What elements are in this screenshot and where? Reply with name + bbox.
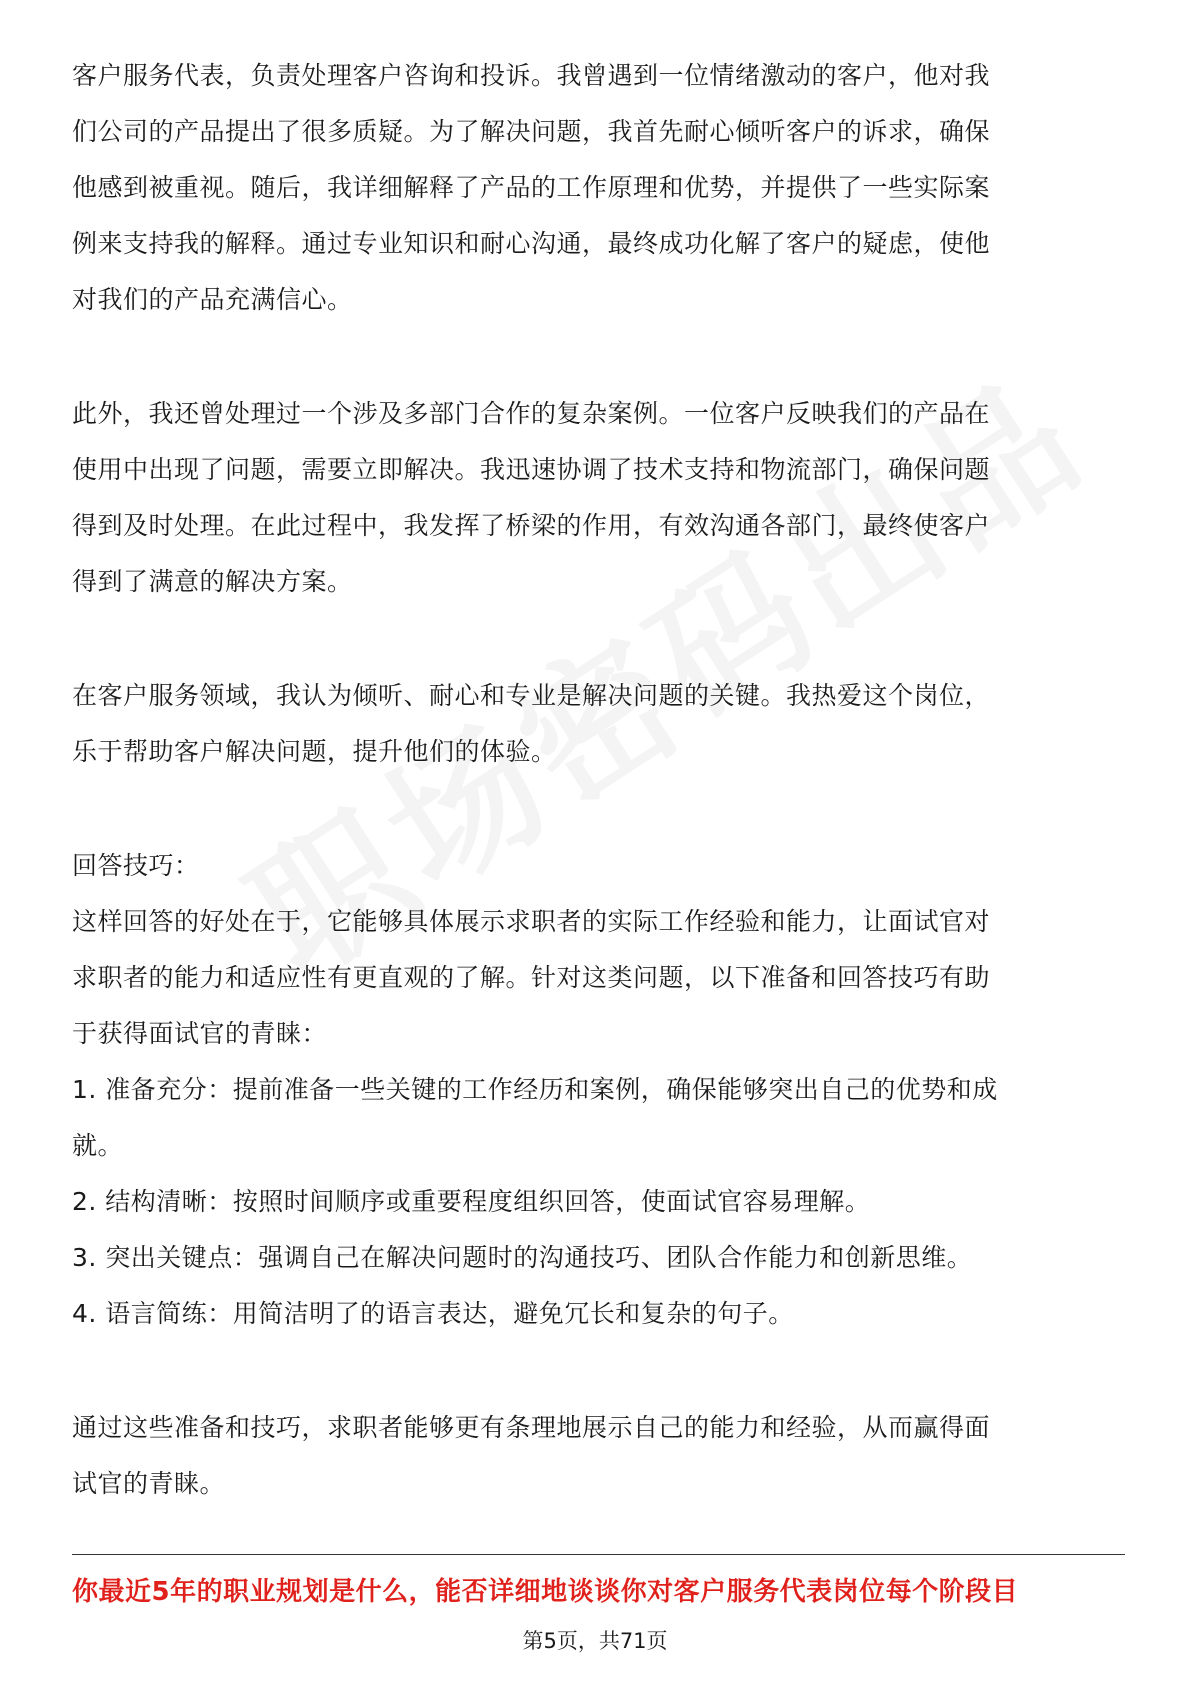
- text-line: 就。: [72, 1131, 124, 1160]
- text-line: 客户服务代表，负责处理客户咨询和投诉。我曾遇到一位情绪激动的客户，他对我: [72, 61, 991, 90]
- paragraph-gap: [72, 328, 1122, 386]
- tip-item: 3. 突出关键点：强调自己在解决问题时的沟通技巧、团队合作能力和创新思维。: [72, 1243, 973, 1272]
- text-line: 使用中出现了问题，需要立即解决。我迅速协调了技术支持和物流部门，确保问题: [72, 455, 991, 484]
- text-line: 例来支持我的解释。通过专业知识和耐心沟通，最终成功化解了客户的疑虑，使他: [72, 229, 991, 258]
- paragraph-gap: [72, 1342, 1122, 1400]
- text-line: 得到了满意的解决方案。: [72, 567, 353, 596]
- paragraph-customer-handling: [72, 48, 1122, 328]
- text-line: 求职者的能力和适应性有更直观的了解。针对这类问题，以下准备和回答技巧有助: [72, 963, 991, 992]
- next-question-heading: 你最近5年的职业规划是什么，能否详细地谈谈你对客户服务代表岗位每个阶段目: [72, 1577, 1019, 1607]
- tips-section: [72, 838, 1122, 1342]
- text-line: 这样回答的好处在于，它能够具体展示求职者的实际工作经验和能力，让面试官对: [72, 907, 991, 936]
- text-line: 通过这些准备和技巧，求职者能够更有条理地展示自己的能力和经验，从而赢得面: [72, 1413, 991, 1442]
- text-line: 他感到被重视。随后，我详细解释了产品的工作原理和优势，并提供了一些实际案: [72, 173, 991, 202]
- text-line: 在客户服务领域，我认为倾听、耐心和专业是解决问题的关键。我热爱这个岗位，: [72, 681, 991, 710]
- text-line: 1. 准备充分：提前准备一些关键的工作经历和案例，确保能够突出自己的优势和成: [72, 1075, 998, 1104]
- paragraph-multi-department: [72, 386, 1122, 610]
- tips-heading: 回答技巧：: [72, 851, 200, 880]
- text-line: 得到及时处理。在此过程中，我发挥了桥梁的作用，有效沟通各部门，最终使客户: [72, 511, 991, 540]
- footer-divider: [72, 1554, 1125, 1555]
- paragraph-gap: [72, 610, 1122, 668]
- text-line: 试官的青睐。: [72, 1469, 226, 1498]
- paragraph-conclusion: [72, 1400, 1122, 1512]
- text-line: 对我们的产品充满信心。: [72, 285, 353, 314]
- text-line: 们公司的产品提出了很多质疑。为了解决问题，我首先耐心倾听客户的诉求，确保: [72, 117, 991, 146]
- tip-item: [72, 1062, 1122, 1174]
- text-line: 此外，我还曾处理过一个涉及多部门合作的复杂案例。一位客户反映我们的产品在: [72, 399, 991, 428]
- page-content: [72, 48, 1122, 1512]
- tip-item: 4. 语言简练：用简洁明了的语言表达，避免冗长和复杂的句子。: [72, 1299, 794, 1328]
- page-number: 第5页，共71页: [522, 1629, 668, 1653]
- paragraph-summary: [72, 668, 1122, 780]
- text-line: 乐于帮助客户解决问题，提升他们的体验。: [72, 737, 557, 766]
- text-line: 于获得面试官的青睐：: [72, 1019, 328, 1048]
- paragraph-gap: [72, 780, 1122, 838]
- tip-item: 2. 结构清晰：按照时间顺序或重要程度组织回答，使面试官容易理解。: [72, 1187, 871, 1216]
